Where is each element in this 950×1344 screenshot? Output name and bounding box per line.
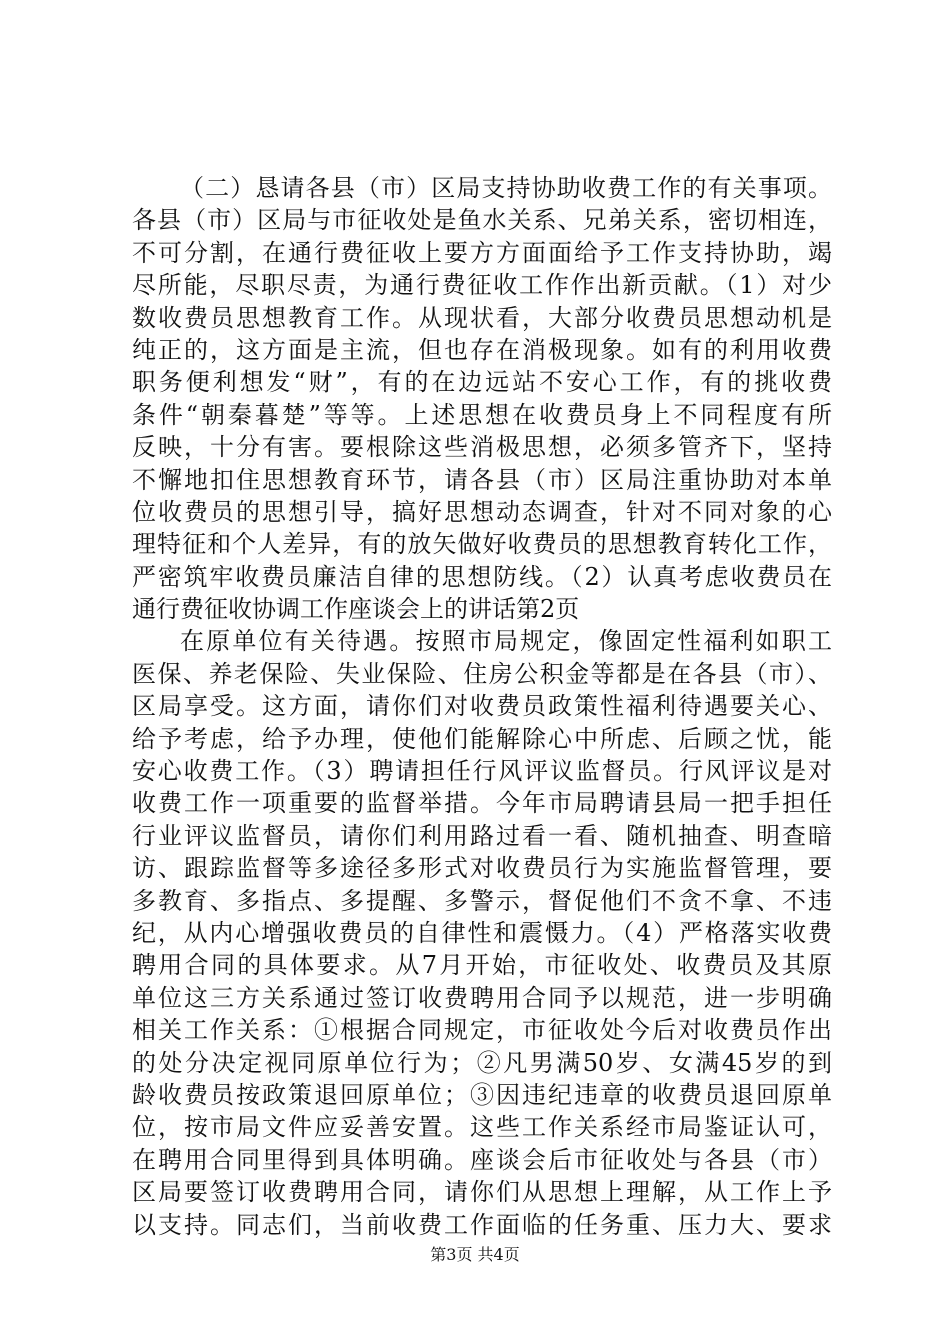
text-line: 医保、养老保险、失业保险、住房公积金等都是在各县（市）、 [132, 659, 832, 688]
text-line: 位，按市局文件应妥善安置。这些工作关系经市局鉴证认可， [132, 1113, 832, 1142]
text-line: 相关工作关系：①根据合同规定，市征收处今后对收费员作出 [132, 1016, 832, 1045]
text-line: 不可分割，在通行费征收上要方方面面给予工作支持协助，竭 [132, 238, 832, 267]
text-line: 尽所能，尽职尽责，为通行费征收工作作出新贡献。（1）对少 [132, 271, 832, 300]
text-line: 区局享受。这方面，请你们对收费员政策性福利待遇要关心、 [132, 692, 832, 721]
page-footer [0, 1245, 950, 1265]
paragraph-2 [132, 625, 832, 1240]
text-line: 在聘用合同里得到具体明确。座谈会后市征收处与各县（市） [132, 1145, 832, 1174]
text-line: 严密筑牢收费员廉洁自律的思想防线。（2）认真考虑收费员在 [132, 562, 832, 591]
text-line: 数收费员思想教育工作。从现状看，大部分收费员思想动机是 [132, 303, 832, 332]
paragraph-1 [132, 172, 832, 625]
text-line: 职务便利想发“财”，有的在边远站不安心工作，有的挑收费 [132, 368, 832, 397]
text-line: 区局要签订收费聘用合同，请你们从思想上理解，从工作上予 [132, 1178, 832, 1207]
text-line: 条件“朝秦暮楚”等等。上述思想在收费员身上不同程度有所 [132, 400, 832, 429]
text-line: 访、跟踪监督等多途径多形式对收费员行为实施监督管理，要 [132, 854, 832, 883]
text-line: 给予考虑，给予办理，使他们能解除心中所虑、后顾之忧，能 [132, 724, 832, 753]
text-line: 反映，十分有害。要根除这些消极思想，必须多管齐下，坚持 [132, 433, 832, 462]
text-line: 的处分决定视同原单位行为；②凡男满50岁、女满45岁的到 [132, 1048, 832, 1077]
text-line: 通行费征收协调工作座谈会上的讲话第2页 [132, 595, 580, 624]
document-body [132, 172, 832, 1241]
text-line: 行业评议监督员，请你们利用路过看一看、随机抽查、明查暗 [132, 821, 832, 850]
text-line: 各县（市）区局与市征收处是鱼水关系、兄弟关系，密切相连， [132, 206, 832, 235]
text-line: 单位这三方关系通过签订收费聘用合同予以规范，进一步明确 [132, 983, 832, 1012]
text-line: 聘用合同的具体要求。从7月开始，市征收处、收费员及其原 [132, 951, 832, 980]
text-line: 以支持。同志们，当前收费工作面临的任务重、压力大、要求 [132, 1210, 832, 1239]
page-number-label: 第3页 共4页 [430, 1245, 520, 1264]
text-line: 安心收费工作。（3）聘请担任行风评议监督员。行风评议是对 [132, 757, 832, 786]
text-line: 理特征和个人差异，有的放矢做好收费员的思想教育转化工作， [132, 530, 832, 559]
text-line: 位收费员的思想引导，搞好思想动态调查，针对不同对象的心 [132, 497, 832, 526]
text-line: 纯正的，这方面是主流，但也存在消极现象。如有的利用收费 [132, 335, 832, 364]
text-line: 收费工作一项重要的监督举措。今年市局聘请县局一把手担任 [132, 789, 832, 818]
text-line: 纪，从内心增强收费员的自律性和震慑力。（4）严格落实收费 [132, 918, 832, 947]
text-line: 龄收费员按政策退回原单位；③因违纪违章的收费员退回原单 [132, 1080, 832, 1109]
text-line: 在原单位有关待遇。按照市局规定，像固定性福利如职工 [180, 627, 832, 656]
text-line: （二）恳请各县（市）区局支持协助收费工作的有关事项。 [180, 174, 832, 202]
text-line: 不懈地扣住思想教育环节，请各县（市）区局注重协助对本单 [132, 465, 832, 494]
text-line: 多教育、多指点、多提醒、多警示，督促他们不贪不拿、不违 [132, 886, 832, 915]
